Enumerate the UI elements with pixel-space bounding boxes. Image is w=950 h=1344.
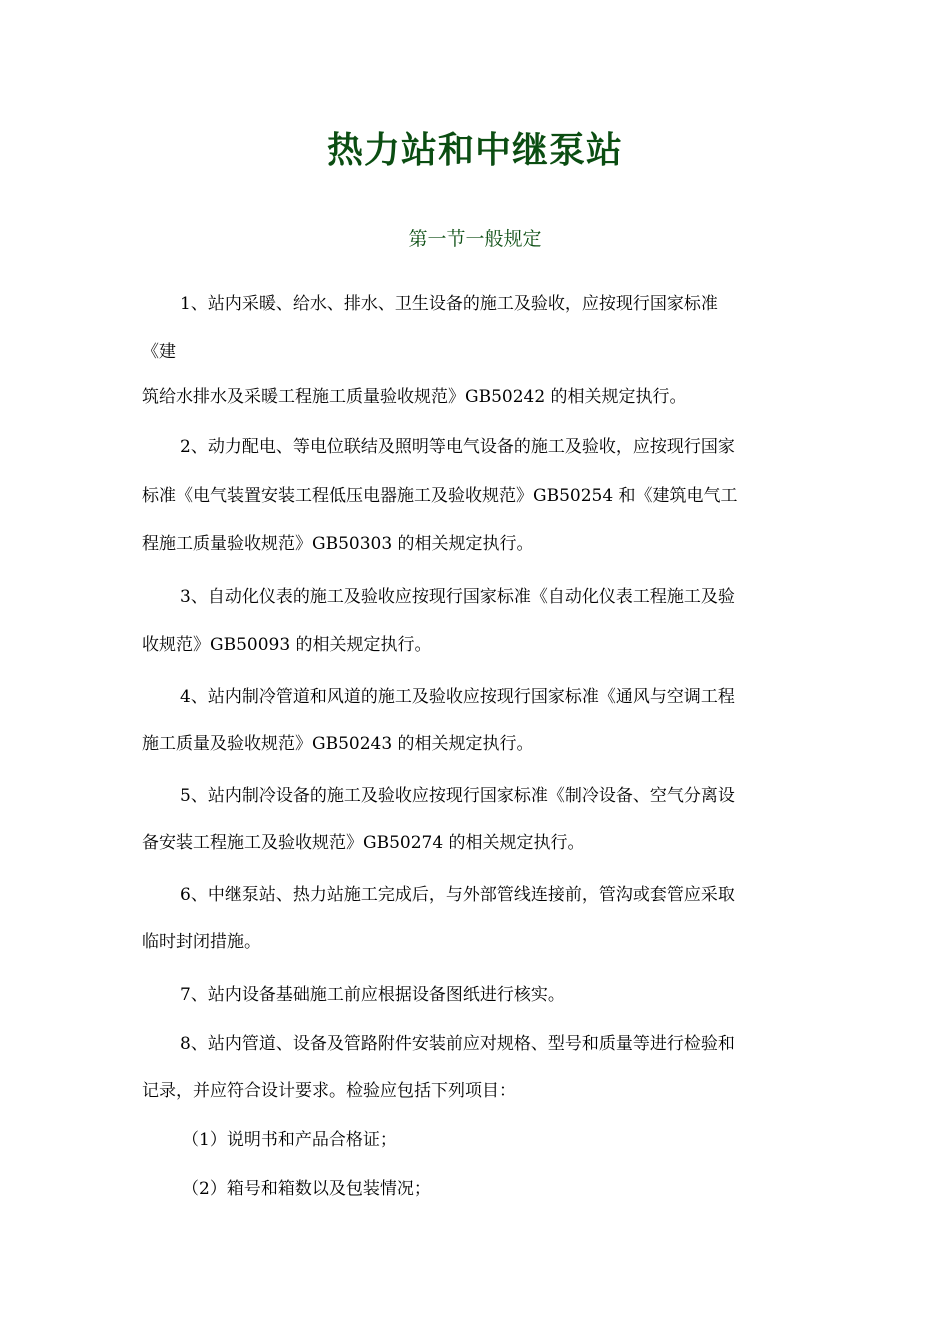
paragraph-line: 《建 — [142, 342, 176, 362]
paragraph-line: 7、站内设备基础施工前应根据设备图纸进行核实。 — [180, 985, 565, 1005]
paragraph-line: 备安装工程施工及验收规范》GB50274 的相关规定执行。 — [142, 833, 585, 853]
document-title: 热力站和中继泵站 — [326, 130, 623, 171]
paragraph-line: 5、站内制冷设备的施工及验收应按现行国家标准《制冷设备、空气分离设 — [180, 786, 735, 806]
paragraph-line: 4、站内制冷管道和风道的施工及验收应按现行国家标准《通风与空调工程 — [180, 687, 735, 707]
paragraph-line: 标准《电气装置安装工程低压电器施工及验收规范》GB50254 和《建筑电气工 — [142, 486, 738, 506]
paragraph-line: 记录，并应符合设计要求。检验应包括下列项目： — [142, 1081, 516, 1101]
list-item: （1）说明书和产品合格证； — [182, 1130, 397, 1150]
paragraph-line: 程施工质量验收规范》GB50303 的相关规定执行。 — [142, 534, 534, 554]
paragraph-line: 3、自动化仪表的施工及验收应按现行国家标准《自动化仪表工程施工及验 — [180, 587, 735, 607]
paragraph-line: 筑给水排水及采暖工程施工质量验收规范》GB50242 的相关规定执行。 — [142, 387, 687, 407]
paragraph-line: 收规范》GB50093 的相关规定执行。 — [142, 635, 432, 655]
paragraph-line: 8、站内管道、设备及管路附件安装前应对规格、型号和质量等进行检验和 — [180, 1034, 735, 1054]
paragraph-line: 施工质量及验收规范》GB50243 的相关规定执行。 — [142, 734, 534, 754]
paragraph-line: 6、中继泵站、热力站施工完成后，与外部管线连接前，管沟或套管应采取 — [180, 885, 735, 905]
section-heading: 第一节一般规定 — [408, 228, 542, 250]
list-item: （2）箱号和箱数以及包装情况； — [182, 1179, 431, 1199]
paragraph-line: 临时封闭措施。 — [142, 932, 261, 952]
paragraph-line: 1、站内采暖、给水、排水、卫生设备的施工及验收，应按现行国家标准 — [180, 294, 718, 314]
paragraph-line: 2、动力配电、等电位联结及照明等电气设备的施工及验收，应按现行国家 — [180, 437, 735, 457]
